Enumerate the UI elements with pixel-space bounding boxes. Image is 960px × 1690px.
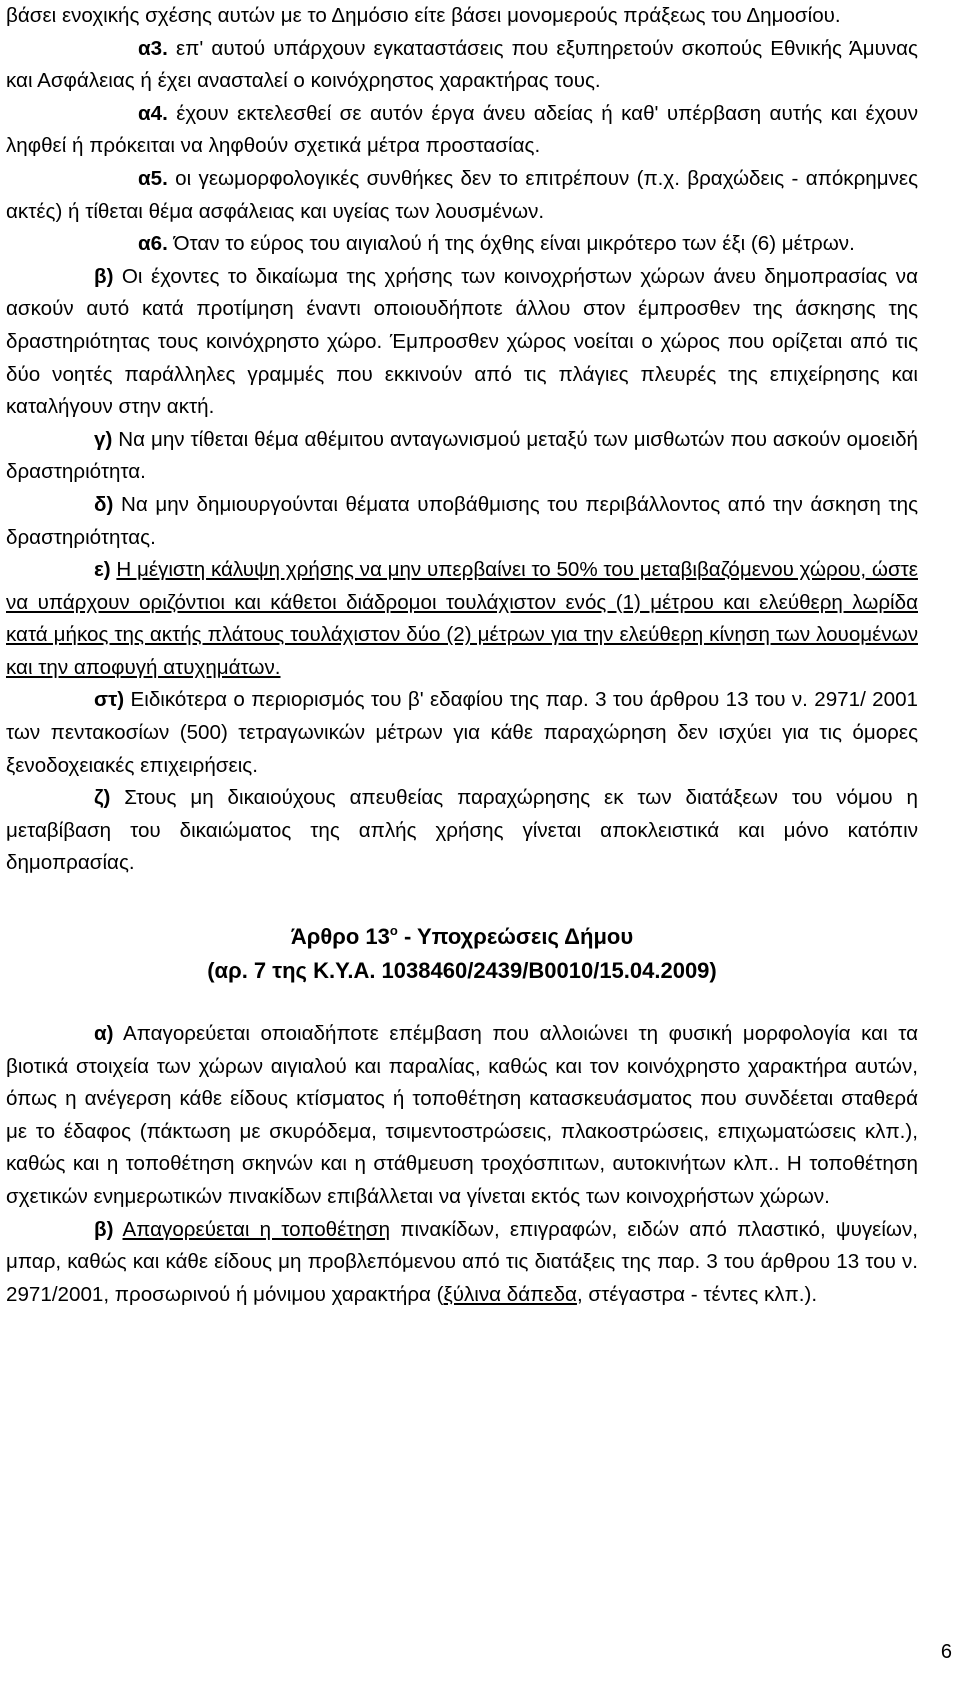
article-subtitle: (αρ. 7 της Κ.Υ.Α. 1038460/2439/Β0010/15.04.2009)	[207, 958, 717, 984]
item-a6	[6, 228, 918, 261]
intro-paragraph: βάσει ενοχικής σχέσης αυτών με το Δημόσιο είτε βάσει μονομερούς πράξεως του Δημοσίου.	[6, 4, 841, 27]
item-d	[6, 489, 918, 554]
article-title-end: - Υποχρεώσεις Δήμου	[397, 924, 634, 950]
item-z	[6, 782, 918, 880]
item-c	[6, 424, 918, 489]
item-label: α6.	[138, 232, 168, 256]
item-text: Απαγορεύεται οποιαδήποτε επέμβαση που αλλοιώνει τη φυσική μορφολογία και τα βιοτικά στοιχεία των χώρων αιγιαλού και παραλίας, καθώς και τον κοινόχρηστο χαρακτήρα αυτών, όπως η ανέγερση κάθε είδους κτίσματος ή τοποθέτηση κατασκευάσματος που συνδέεται σταθερά με το έδαφος (πάκτωση με σκυρόδεμα, τσιμεντοστρώσεις, πλακοστρώσεις, επιχωματώσεις κλπ.), καθώς και η τοποθέτηση σκηνών και η στάθμευση τροχόσπιτων, αυτοκινήτων κλπ.. Η τοποθέτηση σχετικών ενημερωτικών πινακίδων επιβάλλεται να γίνεται εκτός των κοινοχρήστων χώρων.	[6, 1022, 918, 1208]
article-item-b	[6, 1214, 918, 1312]
item-b	[6, 261, 918, 424]
item-text-underlined: Η μέγιστη κάλυψη χρήσης να μην υπερβαίνει το 50% του μεταβιβαζόμενου χώρου, ώστε να υπάρχουν οριζόντιοι και κάθετοι διάδρομοι τουλάχιστον ενός (1) μέτρου και ελεύθερη λωρίδα κατά μήκος της ακτής πλάτους τουλάχιστον δύο (2) μέτρων για την ελεύθερη κίνηση των λουομένων και την αποφυγή ατυχημάτων.	[6, 558, 918, 679]
document-page	[6, 0, 918, 1311]
article-title	[6, 920, 918, 954]
item-text: Να μην δημιουργούνται θέματα υποβάθμισης του περιβάλλοντος από την άσκηση της δραστηριότητας.	[6, 492, 918, 549]
item-label: α4.	[138, 101, 168, 125]
item-text-mid: πινακίδων, επιγραφών, ειδών από πλαστικό, ψυγείων, μπαρ, καθώς και κάθε είδους μη προβλεπόμενου από τις διατάξεις της παρ. 3 του άρθρου 13 του ν. 2971/2001, προσωρινού ή μόνιμου χαρακτήρα (	[6, 1217, 918, 1306]
item-text: Στους μη δικαιούχους απευθείας παραχώρησης εκ των διατάξεων του νόμου η μεταβίβαση του δικαιώματος της απλής χρήσης γίνεται αποκλειστικά και μόνο κατόπιν δημοπρασίας.	[6, 786, 918, 875]
article-title-superscript: ο	[389, 923, 398, 939]
article-title-start: Άρθρο 13	[290, 924, 390, 950]
item-text-end: , στέγαστρα - τέντες κλπ.).	[576, 1282, 818, 1306]
item-text-underlined-start: Απαγορεύεται η τοποθέτηση	[122, 1217, 391, 1241]
item-label: α3.	[138, 36, 168, 60]
item-a4	[6, 98, 918, 163]
item-label: β)	[94, 1217, 114, 1241]
item-text: Ειδικότερα ο περιορισμός του β' εδαφίου της παρ. 3 του άρθρου 13 του ν. 2971/ 2001 των πεντακοσίων (500) τετραγωνικών μέτρων για κάθε παραχώρηση δεν ισχύει για τις όμορες ξενοδοχειακές επιχειρήσεις.	[6, 688, 918, 777]
item-e	[6, 554, 918, 684]
item-label: δ)	[94, 492, 114, 516]
item-label: β)	[94, 264, 114, 288]
item-text-underlined-end: ξύλινα δάπεδα	[443, 1282, 577, 1306]
article-item-a	[6, 1018, 918, 1214]
item-a3	[6, 33, 918, 98]
item-label: α5.	[138, 166, 168, 190]
item-text: επ' αυτού υπάρχουν εγκαταστάσεις που εξυπηρετούν σκοπούς Εθνικής Άμυνας και Ασφάλειας ή έχει ανασταλεί ο κοινόχρηστος χαρακτήρας τους.	[6, 36, 918, 93]
item-text: έχουν εκτελεσθεί σε αυτόν έργα άνευ αδείας ή καθ' υπέρβαση αυτής και έχουν ληφθεί ή πρόκειται να ληφθούν σχετικά μέτρα προστασίας.	[6, 101, 918, 158]
item-label: ε)	[94, 558, 111, 582]
item-text: οι γεωμορφολογικές συνθήκες δεν το επιτρέπουν (π.χ. βραχώδεις - απόκρημνες ακτές) ή τίθεται θέμα ασφάλειας και υγείας των λουσμένων.	[6, 166, 918, 223]
item-text: Οι έχοντες το δικαίωμα της χρήσης των κοινοχρήστων χώρων άνευ δημοπρασίας να ασκούν αυτό κατά προτίμηση έναντι οποιουδήποτε άλλου στον έμπροσθεν της άσκησης της δραστηριότητας τους κοινόχρηστο χώρο. Έμπροσθεν χώρος νοείται ο χώρος που ορίζεται από τις δύο νοητές παράλληλες γραμμές που εκκινούν από τις πλάγιες πλευρές της επιχείρησης και καταλήγουν στην ακτή.	[6, 264, 918, 419]
item-label: α)	[94, 1022, 114, 1046]
item-label: γ)	[94, 427, 113, 451]
item-label: στ)	[94, 688, 125, 712]
page-number: 6	[940, 1641, 952, 1663]
item-text: Όταν το εύρος του αιγιαλού ή της όχθης είναι μικρότερο των έξι (6) μέτρων.	[167, 232, 855, 256]
item-text: Να μην τίθεται θέμα αθέμιτου ανταγωνισμού μεταξύ των μισθωτών που ασκούν ομοειδή δραστηριότητα.	[6, 427, 918, 484]
item-st	[6, 684, 918, 782]
item-a5	[6, 163, 918, 228]
item-label: ζ)	[94, 786, 111, 810]
